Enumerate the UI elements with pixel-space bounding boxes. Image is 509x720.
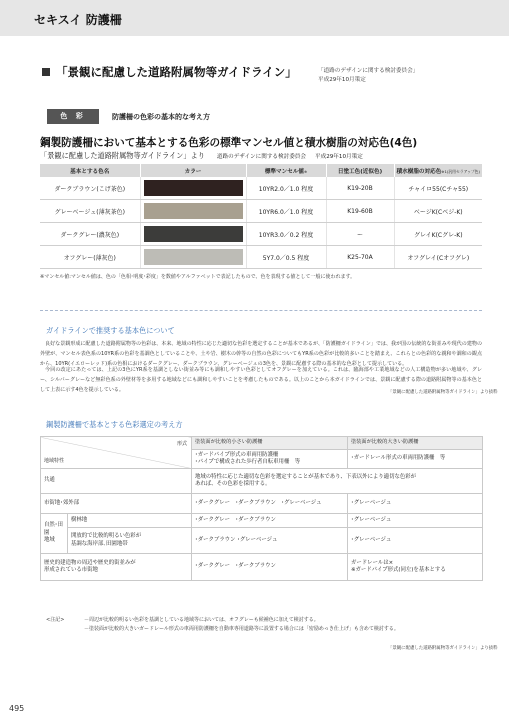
row-forest-label: 樹林地 <box>68 514 192 528</box>
table-row <box>40 223 482 246</box>
row-urban-col2: ･グレーベージュ <box>348 494 483 514</box>
common-value-line1: 地域の特性に応じた適切な色彩を選定することが基本であり、下表以外により適切な色彩が <box>195 473 417 480</box>
historic-label-line2: 形成されている市街地 <box>44 567 98 573</box>
heading-sub-c: 平成29年10月策定 <box>315 154 363 160</box>
jpma-value: K25-70A <box>326 246 394 269</box>
historic-col2-line2: ※ガードパイプ形式(同左)を基本とする <box>351 567 446 573</box>
col1-sub <box>192 450 348 469</box>
row-open-col2: ･グレーベージュ <box>348 528 483 554</box>
corner-bottom-label: 地域特性 <box>44 457 65 464</box>
col1-sub-line1: ･ガードパイプ形式の車両用防護柵 <box>195 451 279 458</box>
guide-paragraph-1: 良好な景観形成に配慮した道路附属物等の色彩は、本来、地域の特性に応じた適切な色彩を選定することが基本であるが、「防護柵ガイドライン」では、我が国の伝統的な街並みや現代の建物の外壁が、マンセル表色系の10YR系の色彩を基調色としていることや、土や岩、樹木の幹等の自然の色彩についてもYR系の色彩が比較的多いことを踏まえ、これらとの色彩的な親和や調和の観点から、10YR(イエローレッド)系の色相におけるダークグレー、ダークブラウン、グレーベージュの3色を、景観に配慮する際の基本的な色彩として提示している。 <box>40 341 482 367</box>
row-forest-col2: ･グレーベージュ <box>348 514 483 528</box>
col1-sub-line2: ･パイプで構成された歩行者自転車用柵 等 <box>195 459 301 465</box>
row-forest-col1: ･ダークグレー ･ダークブラウン <box>192 514 348 528</box>
approach-note-2: －塗装面が比較的大きいガードレール形式の車両用防護柵を自動車専用道路等に設置する場合には「密励めっき仕上げ」も含めて検討する。 <box>84 626 399 632</box>
open-label-line1: 開放的で比較的明るい色彩が <box>71 533 142 539</box>
row-historic-col2 <box>348 554 483 581</box>
th-jpma: 日塗工色(近似色) <box>326 164 394 177</box>
jpma-value: ー <box>326 223 394 246</box>
brand-title: セキスイ 防護柵 <box>34 13 122 27</box>
munsell-value: 10YR6.0／1.0 程度 <box>246 200 326 223</box>
sekisui-value: オフグレイ(Cオフグレ) <box>394 246 482 269</box>
row-common-label: 共通 <box>41 469 192 494</box>
row-historic-col1: ･ダークグレー ･ダークブラウン <box>192 554 348 581</box>
open-label-line2: 基調な海岸部､田園地帯 <box>71 540 128 547</box>
swatch-cell <box>140 223 246 246</box>
color-table <box>40 164 482 269</box>
color-name: オフグレー(薄灰色) <box>40 246 140 269</box>
section-source-line1: 「道路のデザインに関する検討委員会」 <box>318 68 419 74</box>
approach-notes <box>46 616 399 634</box>
munsell-value: 10YR2.0／1.0 程度 <box>246 177 326 200</box>
col1-header: 塗装面が比較的小さい防護柵 <box>192 437 348 450</box>
approach-source: 「景観に配慮した道路附属物等ガイドライン」より抜粋 <box>388 646 498 651</box>
color-table-header <box>40 164 482 177</box>
sekisui-value: チャイロ55(Cチャ55) <box>394 177 482 200</box>
row-urban-col1: ･ダークグレー ･ダークブラウン ･グレーベージュ <box>192 494 348 514</box>
square-bullet-icon <box>42 68 50 76</box>
swatch-cell <box>140 177 246 200</box>
row-open-col1: ･ダークブラウン ･グレーベージュ <box>192 528 348 554</box>
row-common-value <box>192 469 483 494</box>
table-row <box>40 200 482 223</box>
sekisui-value: ベージK(Cベジ-K) <box>394 200 482 223</box>
badge-note: 防護柵の色彩の基本的な考え方 <box>112 113 210 121</box>
th-sekisui-text: 積水樹脂の対応色 <box>396 168 442 175</box>
row-nature-label <box>41 514 68 554</box>
approach-title: 鋼製防護柵で基本とする色彩選定の考え方 <box>46 420 183 429</box>
row-open-label <box>68 528 192 554</box>
th-sekisui <box>394 164 482 177</box>
approach-table <box>40 436 483 581</box>
guide-title: ガイドラインで推奨する基本色について <box>46 326 175 335</box>
corner-cell <box>41 437 192 469</box>
section-source <box>318 67 418 84</box>
color-heading: 鋼製防護柵において基本とする色彩の標準マンセル値と積水樹脂の対応色(4色) <box>40 137 418 149</box>
sekisui-value: グレイK(Cグレ-K) <box>394 223 482 246</box>
guide-paragraph-2: 今回の改定にあたっては、上記の3色にYR系を基調としない街並み等にも調和しやすい色彩としてオフグレーを加えている。これは、臨海部や工業地域などの人工構造物が多い地域や、グレー、シルバーグレーなど無彩色系の外壁材等を多用する地域などにも調和しやすいことを考慮したものである。以上のことから本ガイドラインでは、景観に配慮する際の道路附属物等の基本色として上表に示す4色を提示している。 <box>40 367 482 393</box>
row-urban-label: 市街地･郊外部 <box>41 494 192 514</box>
corner-top-label: 形式 <box>176 441 187 447</box>
th-sekisui-suffix: ※1(汎用セラアップ色) <box>441 168 480 174</box>
swatch-cell <box>140 246 246 269</box>
th-munsell-text: 標準マンセル値 <box>264 168 304 175</box>
color-swatch <box>144 180 243 196</box>
th-munsell-suffix: ※ <box>303 168 308 174</box>
color-name: グレーベージュ(薄灰茶色) <box>40 200 140 223</box>
section-title-text: 「景観に配慮した道路附属物等ガイドライン」 <box>56 65 297 79</box>
color-name: ダークグレー(濃灰色) <box>40 223 140 246</box>
table-row <box>40 177 482 200</box>
historic-label-line1: 歴史的建造物の周辺や歴史的街並みが <box>44 559 136 566</box>
th-name: 基本とする色名 <box>40 164 140 177</box>
historic-col2-line1: ガードレールは× <box>351 559 394 566</box>
swatch-cell <box>140 200 246 223</box>
munsell-note: ※マンセル値:マンセル値は、色の「色相･明度･彩度」を数値やアルファベットで表記したもので、色を表現する値として一般に使われます。 <box>40 274 356 280</box>
row-historic-label <box>41 554 192 581</box>
dashed-divider <box>40 310 482 311</box>
th-color: カラー <box>140 164 246 177</box>
col2-header: 塗装面が比較的大きい防護柵 <box>348 437 483 450</box>
munsell-value: 5Y7.0／0.5 程度 <box>246 246 326 269</box>
jpma-value: K19-20B <box>326 177 394 200</box>
common-value-line2: あれば、その色彩を採用する。 <box>195 481 271 487</box>
color-swatch <box>144 249 243 265</box>
color-heading-sub <box>40 151 363 161</box>
munsell-value: 10YR3.0／0.2 程度 <box>246 223 326 246</box>
table-row <box>40 246 482 269</box>
color-swatch <box>144 203 243 219</box>
th-munsell <box>246 164 326 177</box>
approach-note-1: －周辺が比較的明るい色彩を基調としている地域等においては、オフグレーも候補色に加えて検討する。 <box>84 617 319 623</box>
section-source-line2: 平成29年10月策定 <box>318 76 366 83</box>
heading-sub-a: 「景観に配慮した道路附属物等ガイドライン」より <box>40 151 205 160</box>
jpma-value: K19-60B <box>326 200 394 223</box>
color-badge: 色 彩 <box>47 109 99 124</box>
section-title <box>42 64 297 80</box>
nature-label-line1: 自然･田園 <box>44 522 63 536</box>
color-swatch <box>144 226 243 242</box>
col2-sub: ･ガードレール形式の車両用防護柵 等 <box>348 450 483 469</box>
color-name: ダークブラウン(こげ茶色) <box>40 177 140 200</box>
guide-source: 「景観に配慮した道路附属物等ガイドライン」より抜粋 <box>388 390 498 395</box>
heading-sub-b: 道路のデザインに関する検討委員会 <box>216 154 306 160</box>
notes-label: <注記> <box>46 617 65 623</box>
nature-label-line2: 地域 <box>44 537 55 544</box>
page-number: 495 <box>9 704 25 713</box>
